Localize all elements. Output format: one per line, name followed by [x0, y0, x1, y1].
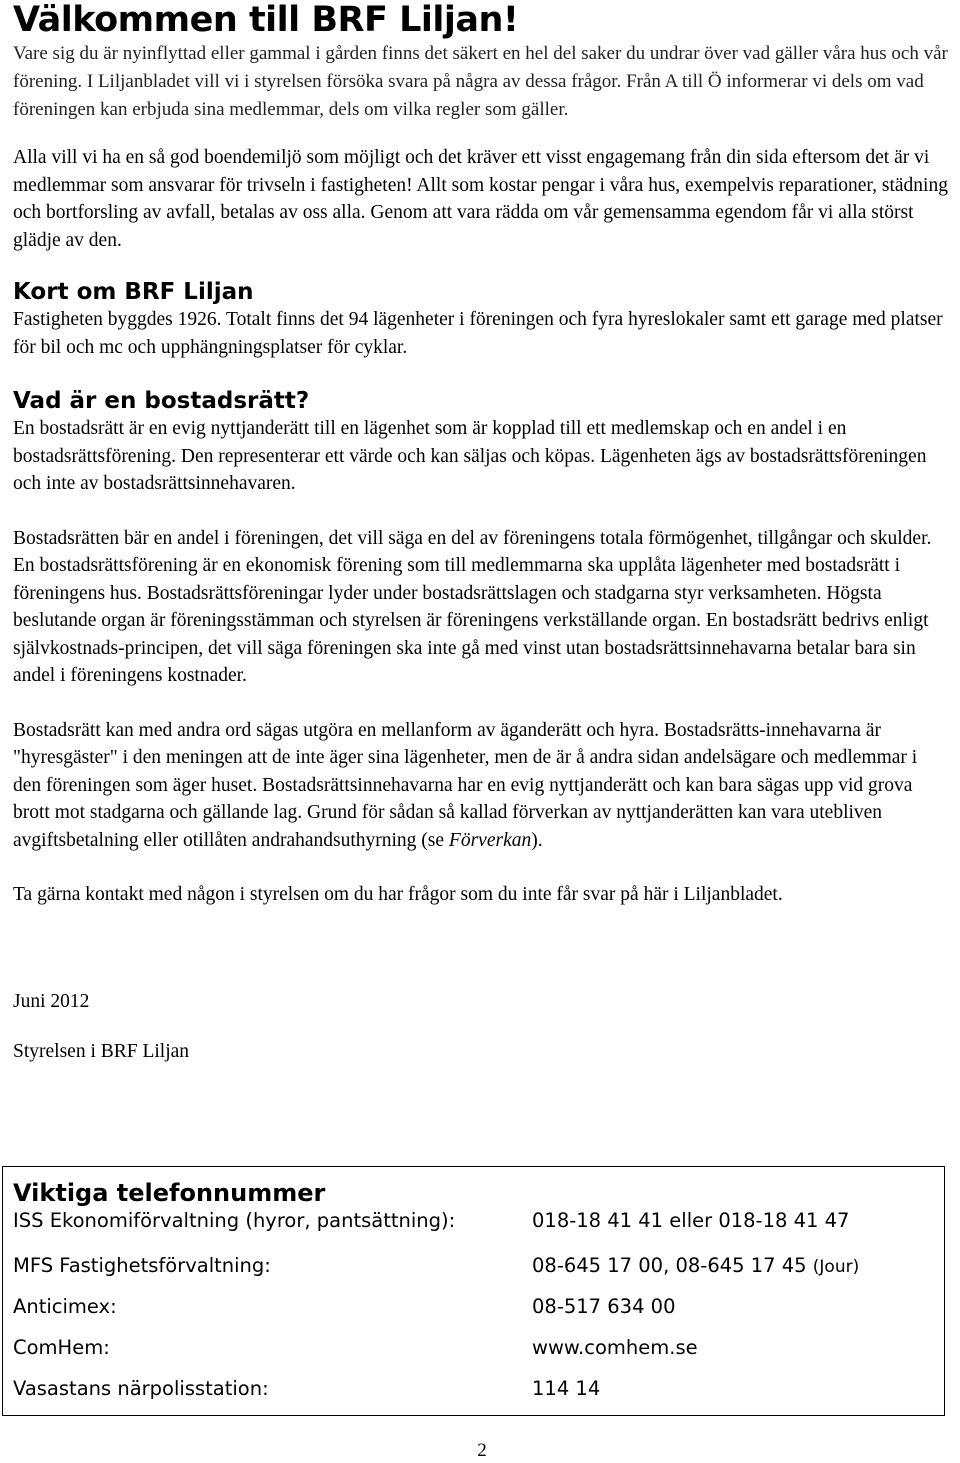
document-page [13, 0, 948, 1065]
paragraph-bostadsratt-3 [13, 717, 948, 855]
phone-box-heading: Viktiga telefonnummer [13, 1179, 326, 1207]
paragraph-bostadsratt-1: En bostadsrätt är en evig nyttjanderätt till en lägenhet som är kopplad till ett medlemskap och en andel i en bostadsrättsförening. Den representerar ett värde och kan säljas och köpas. Lägenheten ägs av bostadsrättsföreningen och inte av bostadsrättsinnehavaren. [13, 418, 927, 494]
paragraph-about: Fastigheten byggdes 1926. Totalt finns det 94 lägenheter i föreningen och fyra hyreslokaler samt ett garage med platser för bil och mc och upphängningsplatser för cyklar. [13, 309, 943, 358]
phone-note: (Jour) [812, 1257, 860, 1277]
phone-value: 08-517 634 00 [532, 1295, 676, 1318]
paragraph-text-end: ). [531, 829, 543, 851]
phone-value: 018-18 41 41 eller 018-18 41 47 [532, 1209, 850, 1232]
phone-value-group [532, 1254, 859, 1277]
phone-row-comhem [13, 1330, 944, 1371]
intro-paragraph: Vare sig du är nyinflyttad eller gammal i gården finns det säkert en hel del saker du undrar över vad gäller våra hus och vår förening. I Liljanbladet vill vi i styrelsen försöka svara på några av dessa frågor. Från A till Ö informerar vi dels om vad föreningen kan erbjuda sina medlemmar, dels om vilka regler som gäller. [13, 43, 948, 120]
phone-label: ISS Ekonomiförvaltning (hyror, pantsättning): [13, 1209, 456, 1232]
signature-sender: Styrelsen i BRF Liljan [13, 1040, 190, 1062]
comhem-link[interactable]: www.comhem.se [532, 1336, 698, 1359]
phone-row-iss [13, 1207, 944, 1248]
signature-date: Juni 2012 [13, 990, 90, 1012]
phone-row-anticimex [13, 1289, 944, 1330]
page-title: Välkommen till BRF Liljan! [13, 0, 519, 40]
paragraph-text: Bostadsrätt kan med andra ord sägas utgöra en mellanform av äganderätt och hyra. Bostadsrätts-innehavarna är "hyresgäster" i den meningen att de inte äger sina lägenheter, men de är å andra sidan andelsägare och medlemmar i den föreningen som äger huset. Bostadsrättsinnehavarna har en evig nyttjanderätt och kan bara sägas upp vid grova brott mot stadgarna och gällande lag. Grund för sådan så kallad förverkan av nyttjanderätten kan vara utebliven avgiftsbetalning eller otillåten andrahandsuthyrning (se [13, 719, 918, 851]
phone-value: 08-645 17 00, 08-645 17 45 [532, 1254, 813, 1277]
paragraph-environment: Alla vill vi ha en så god boendemiljö som möjligt och det kräver ett visst engagemang från din sida eftersom det är vi medlemmar som ansvarar för trivseln i fastigheten! Allt som kostar pengar i våra hus, exempelvis reparationer, städning och bortforsling av avfall, betalas av oss alla. Genom att vara rädda om vår gemensamma egendom får vi alla störst glädje av den. [13, 147, 948, 251]
phone-value: 114 14 [532, 1377, 601, 1400]
phone-label: Vasastans närpolisstation: [13, 1377, 269, 1400]
phone-label: Anticimex: [13, 1295, 117, 1318]
paragraph-bostadsratt-2: Bostadsrätten bär en andel i föreningen, det vill säga en del av föreningens totala förmögenhet, tillgångar och skulder. En bostadsrättsförening är en ekonomisk förening som till medlemmarna ska upplåta lägenheter med bostadsrätt i föreningens hus. Bostadsrättsföreningar lyder under bostadsrättslagen och stadgarna styr verksamheten. Högsta beslutande organ är föreningsstämman och styrelsen är föreningens verkställande organ. En bostadsrätt bedrivs enligt självkostnads-principen, det vill säga föreningen ska inte gå med vinst utan bostadsrättsinnehavarna betalar bara sin andel i föreningens kostnader. [13, 527, 932, 686]
phone-label: MFS Fastighetsförvaltning: [13, 1254, 271, 1277]
phone-row-police [13, 1371, 944, 1412]
section-heading-bostadsratt: Vad är en bostadsrätt? [13, 388, 310, 414]
phone-row-mfs [13, 1248, 944, 1289]
contact-note: Ta gärna kontakt med någon i styrelsen om du har frågor som du inte får svar på här i Liljanbladet. [13, 884, 783, 905]
section-heading-about: Kort om BRF Liljan [13, 279, 254, 305]
phone-numbers-box [2, 1166, 945, 1416]
forverkan-reference: Förverkan [448, 829, 532, 851]
phone-label: ComHem: [13, 1336, 110, 1359]
page-number: 2 [477, 1440, 487, 1461]
